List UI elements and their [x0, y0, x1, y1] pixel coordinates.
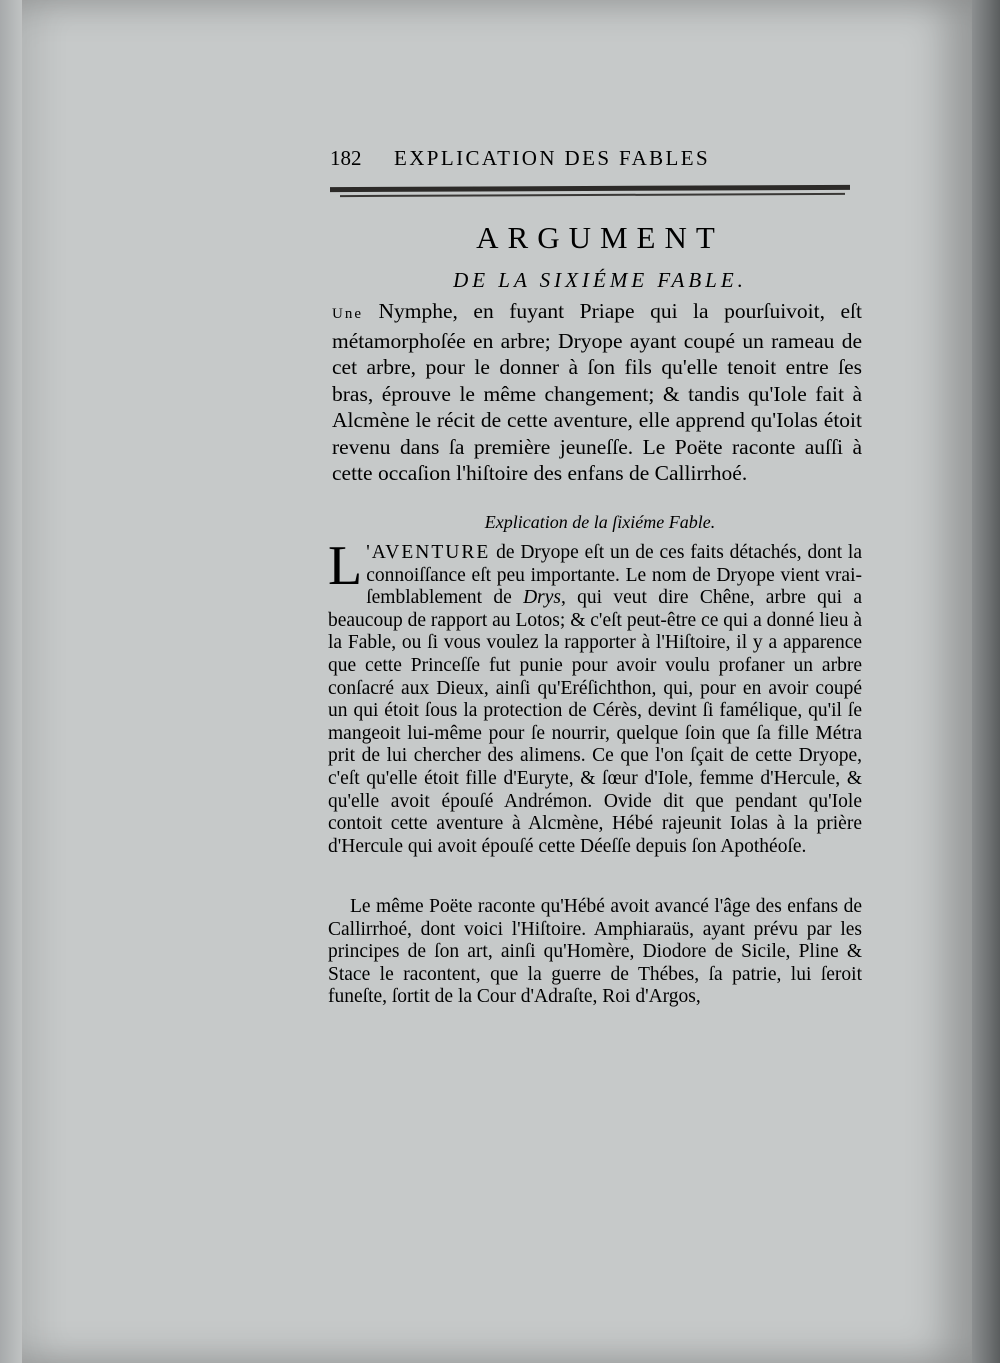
paragraph-text-b: , qui veut dire Chêne, arbre qui a beaucoup de rapport au Lotos; & c'eſt peut-être ce qui a donné lieu à la Fable, ou ſi vous voulez la rapporter à l'Hiſtoire, il y a apparence que cette Princeſſe fut punie pour avoir voulu profaner un arbre conſacré aux Dieux, ainſi qu'Eréſichthon, qui, pour en avoir coupé un qui étoit ſous la protection de Cérès, devint ſi famélique, qu'il ſe mangeoit lui-même pour ſe nourrir, quelque ſoin que ſa fille Métra prit de lui chercher des alimens. Ce que l'on ſçait de cette Dryope, c'eſt qu'elle étoit fille d'Euryte, & ſœur d'Iole, femme d'Hercule, & qu'elle avoit épouſé Andrémon. Ovide dit que pendant qu'Iole contoit cette aventure à Alcmène, Hébé rajeunit Iolas à la prière d'Hercule qui avoit épouſé cette Déeſſe depuis ſon Apothéoſe.	[328, 587, 863, 857]
explication-paragraph-1	[328, 535, 863, 858]
running-head	[330, 146, 800, 174]
running-title: EXPLICATION DES FABLES	[394, 146, 711, 170]
page-edge	[972, 0, 1000, 1363]
italic-word: Drys	[523, 587, 562, 609]
opening-caps: Une	[332, 306, 363, 322]
drop-cap: L	[328, 535, 363, 597]
argument-subtitle: DE LA SIXIÉME FABLE.	[453, 268, 747, 292]
explication-paragraph-2: Le même Poëte raconte qu'Hébé avoit avancé l'âge des enfans de Callirrhoé, dont voici l'Hiſtoire. Amphiaraüs, ayant prévu par les principes de ſon art, ainſi qu'Homère, Diodore de Sicile, Pline & Stace le racontent, que la guerre de Thébes, ſa patrie, lui ſeroit funeſte, ſortit de la Cour d'Adraſte, Roi d'Argos,	[328, 896, 862, 1008]
argument-paragraph	[332, 298, 862, 487]
argument-text: Nymphe, en fuyant Priape qui la pourſuivoit, eſt métamorphoſée en arbre; Dryope ayant coupé un rameau de cet arbre, pour le donner à ſon fils qu'elle tenoit entre ſes bras, éprouve le même changement; & tandis qu'Iole fait à Alcmène le récit de cette aventure, elle apprend qu'Iolas étoit revenu dans ſa première jeuneſſe. Le Poëte raconte auſſi à cette occaſion l'hiſtoire des enfans de Callirrhoé.	[332, 299, 862, 485]
page-number: 182	[330, 146, 362, 170]
spine-shadow	[0, 0, 22, 1363]
lead-caps: 'AVENTURE	[366, 542, 491, 563]
argument-title: ARGUMENT	[476, 220, 724, 255]
explication-title: Explication de la ſixiéme Fable.	[484, 512, 716, 532]
paragraph-text-a: de Dryope eſt un de ces faits détachés, dont la connoiſſance eſt peu importante. Le nom de Dryope vient vrai-ſemblablement de	[366, 542, 863, 609]
